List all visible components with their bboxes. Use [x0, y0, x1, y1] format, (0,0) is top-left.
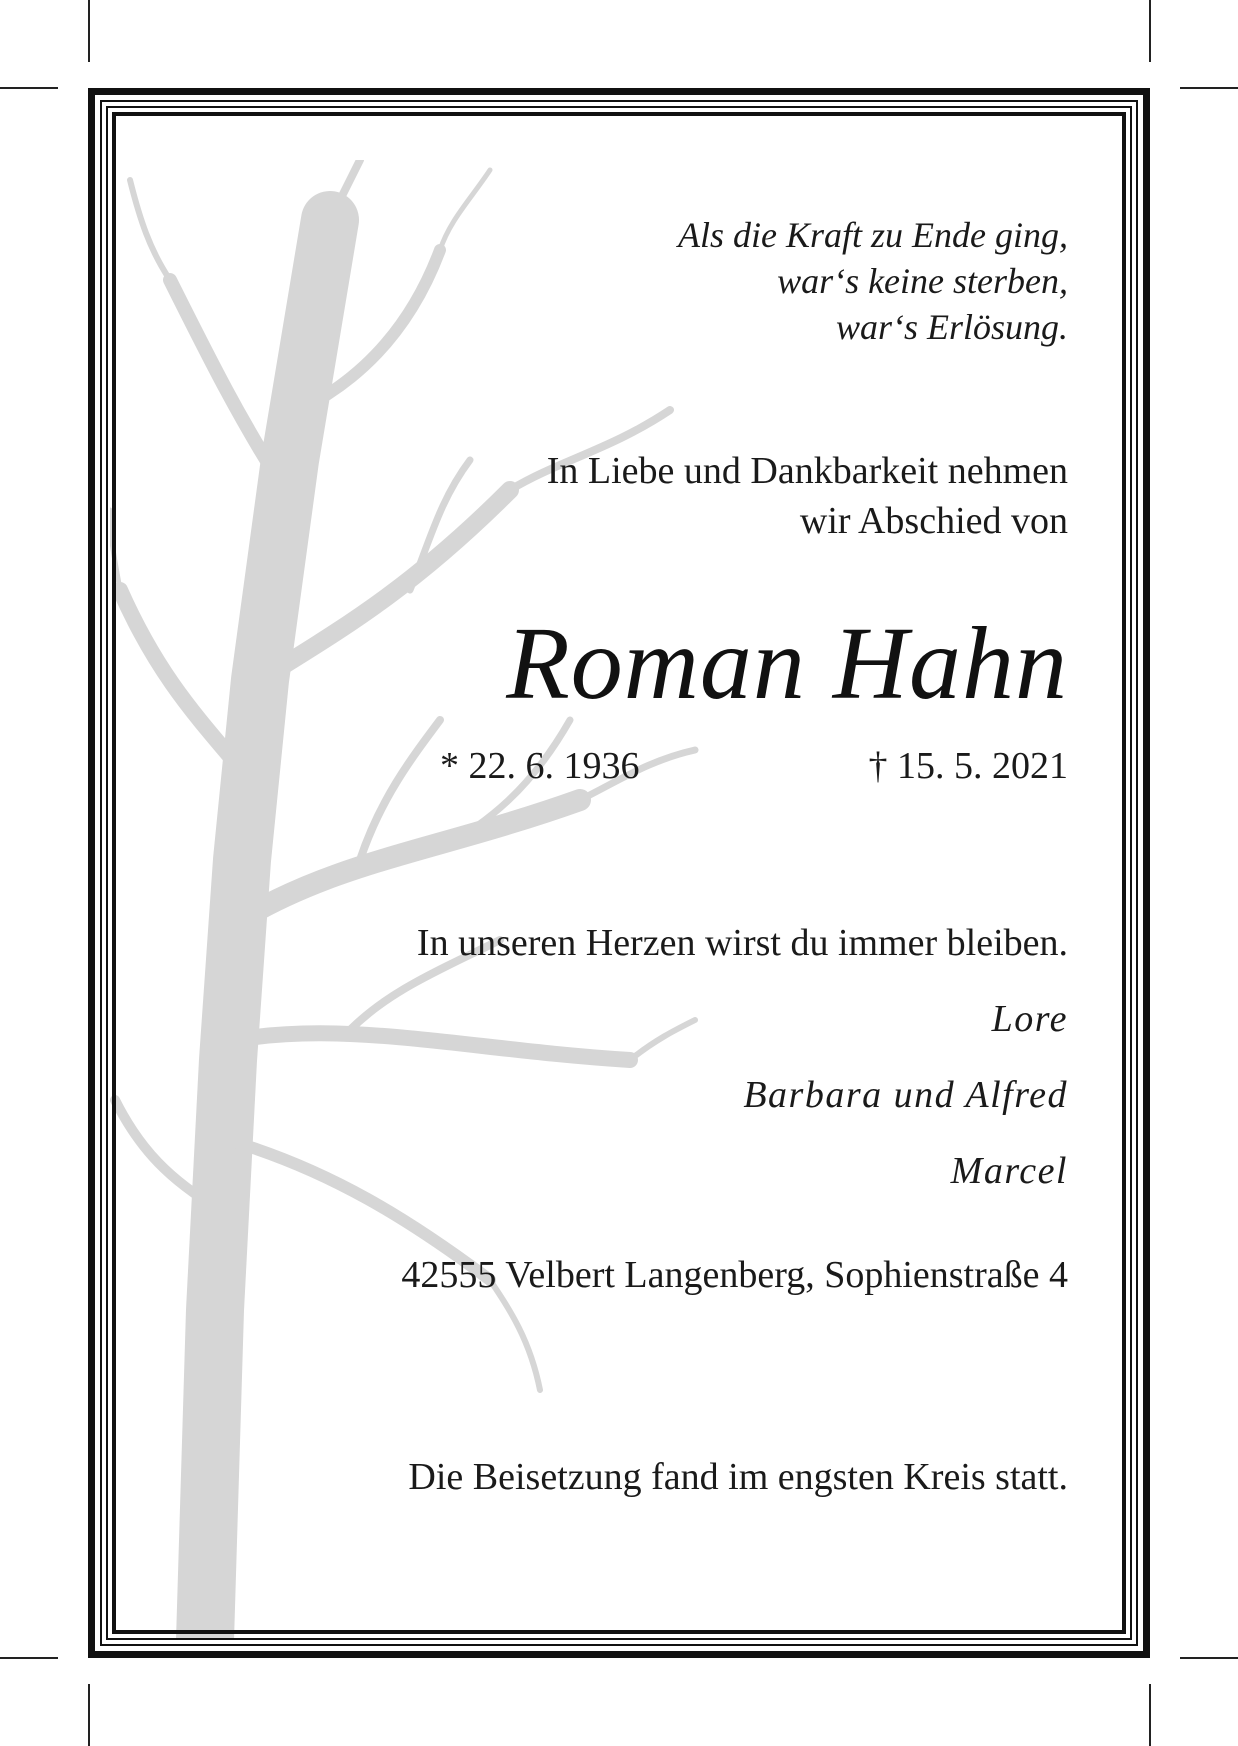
deceased-name: Roman Hahn [506, 606, 1068, 721]
intro-line: In Liebe und Dankbarkeit nehmen [546, 450, 1068, 492]
crop-mark-top-right-vertical [1149, 0, 1151, 62]
motto-line: war‘s Erlösung. [835, 307, 1068, 347]
address: 42555 Velbert Langenberg, Sophienstraße 4 [401, 1254, 1068, 1296]
motto-line: war‘s keine sterben, [777, 261, 1068, 301]
mourner-name: Marcel [950, 1150, 1068, 1192]
motto [678, 212, 1068, 350]
crop-mark-bottom-right-vertical [1149, 1684, 1151, 1746]
birth-date: * 22. 6. 1936 [440, 745, 640, 787]
crop-mark-top-right-horizontal [1180, 87, 1238, 89]
funeral-note: Die Beisetzung fand im engsten Kreis statt. [408, 1456, 1068, 1498]
crop-mark-bottom-left-horizontal [0, 1657, 58, 1659]
mourner-name: Barbara und Alfred [743, 1074, 1068, 1116]
death-date: † 15. 5. 2021 [868, 745, 1068, 787]
crop-mark-top-left-horizontal [0, 87, 58, 89]
crop-mark-bottom-right-horizontal [1180, 1657, 1238, 1659]
motto-line: Als die Kraft zu Ende ging, [678, 215, 1068, 255]
closing-line: In unseren Herzen wirst du immer bleiben. [416, 922, 1068, 964]
crop-mark-bottom-left-vertical [88, 1684, 90, 1746]
mourner-name: Lore [991, 998, 1068, 1040]
crop-mark-top-left-vertical [88, 0, 90, 62]
intro-line: wir Abschied von [799, 500, 1068, 542]
intro-text [547, 446, 1068, 546]
